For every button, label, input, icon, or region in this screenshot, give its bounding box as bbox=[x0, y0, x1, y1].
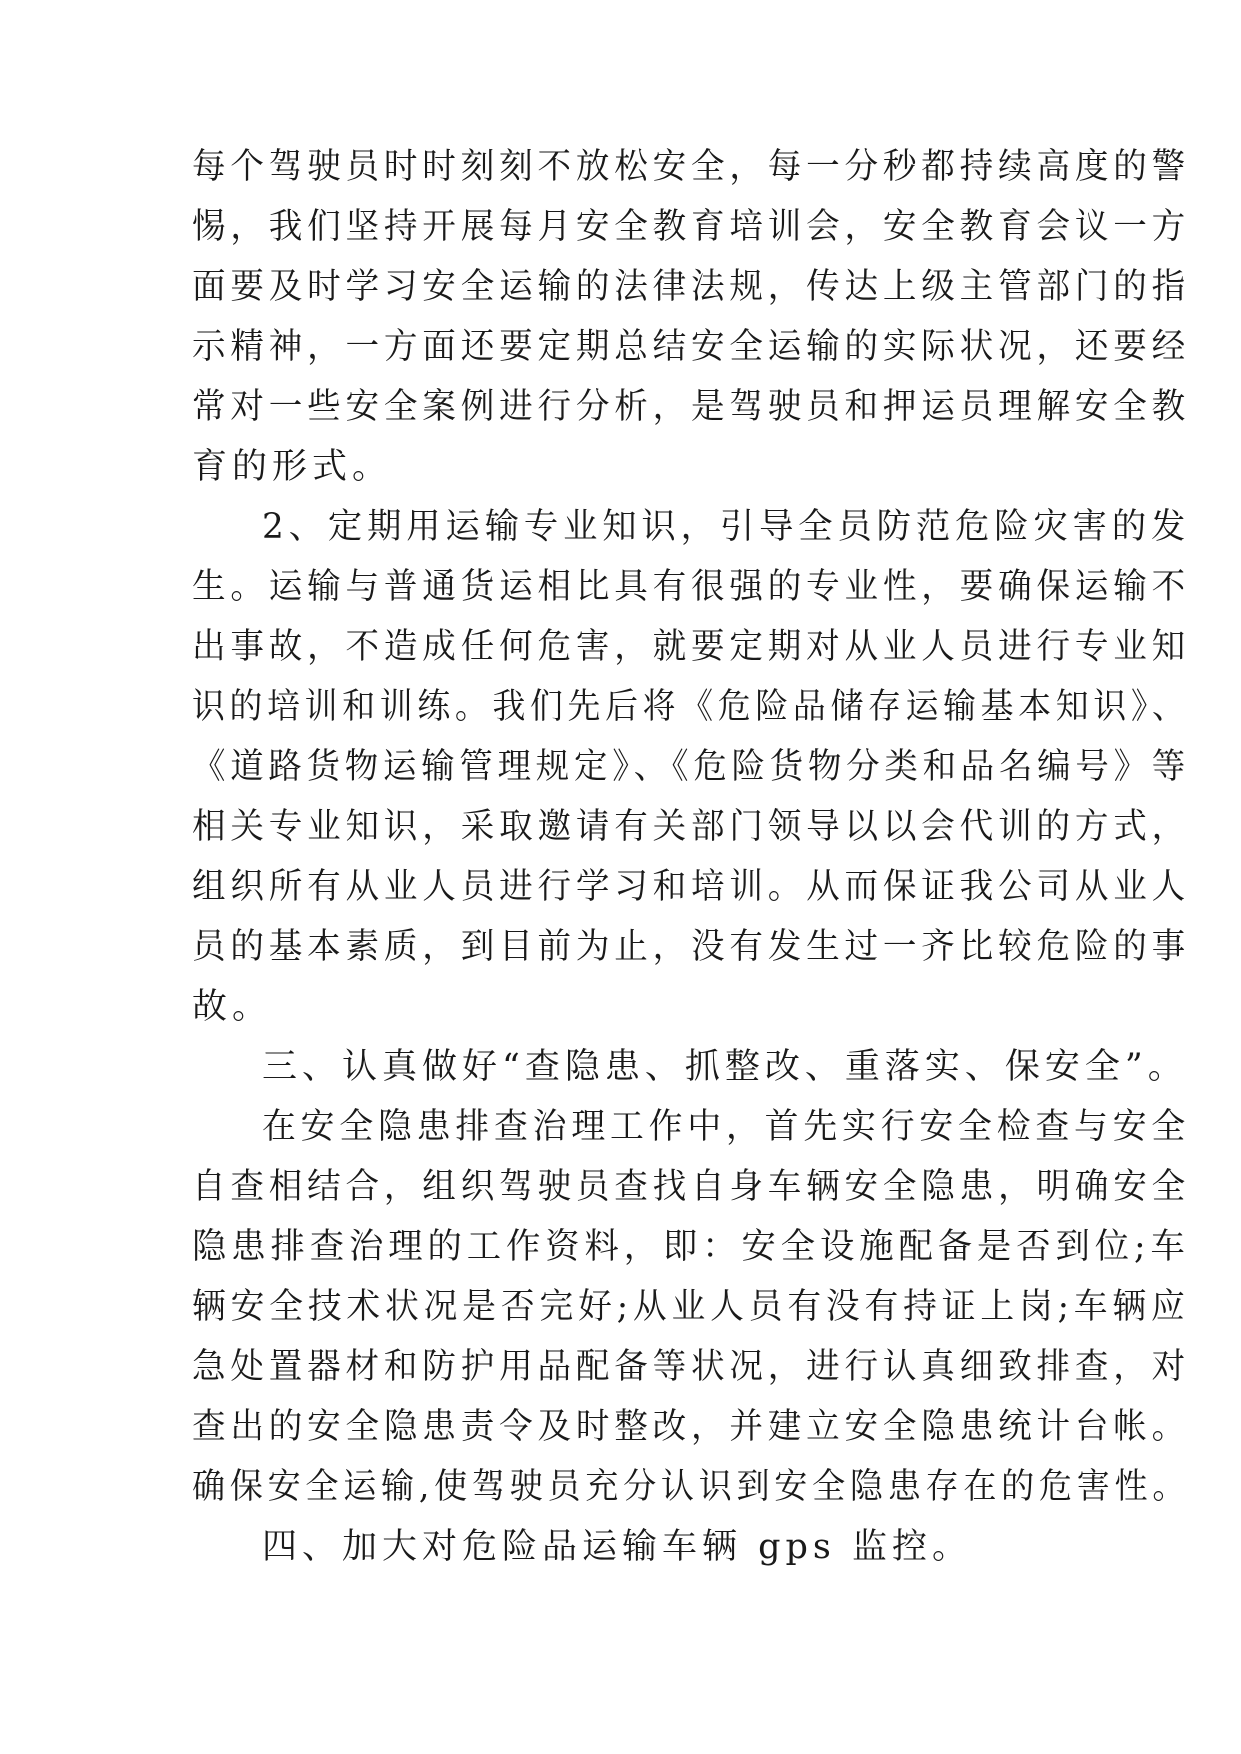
text-line: 查出的安全隐患责令及时整改，并建立安全隐患统计台帐。 bbox=[192, 1407, 1190, 1447]
text-line: 出事故，不造成任何危害，就要定期对从业人员进行专业知 bbox=[192, 627, 1190, 667]
text-line: 自查相结合，组织驾驶员查找自身车辆安全隐患，明确安全 bbox=[192, 1167, 1190, 1207]
text-line: 育的形式。 bbox=[192, 447, 393, 487]
section-heading: 四、加大对危险品运输车辆 gps 监控。 bbox=[262, 1527, 973, 1567]
text-line: 2、定期用运输专业知识，引导全员防范危险灾害的发 bbox=[262, 507, 1191, 547]
text-line: 相关专业知识，采取邀请有关部门领导以以会代训的方式， bbox=[192, 807, 1190, 847]
text-line: 常对一些安全案例进行分析，是驾驶员和押运员理解安全教 bbox=[192, 387, 1190, 427]
text-line: 在安全隐患排查治理工作中，首先实行安全检查与安全 bbox=[262, 1107, 1191, 1147]
text-line: 《道路货物运输管理规定》、《危险货物分类和品名编号》等 bbox=[192, 747, 1190, 787]
section-heading: 三、认真做好“查隐患、抓整改、重落实、保安全”。 bbox=[262, 1047, 1188, 1087]
text-line: 示精神，一方面还要定期总结安全运输的实际状况，还要经 bbox=[192, 327, 1190, 367]
text-line: 急处置器材和防护用品配备等状况，进行认真细致排查，对 bbox=[192, 1347, 1190, 1387]
text-line: 故。 bbox=[192, 987, 273, 1027]
text-line: 每个驾驶员时时刻刻不放松安全，每一分秒都持续高度的警 bbox=[192, 147, 1190, 187]
text-line: 员的基本素质，到目前为止，没有发生过一齐比较危险的事 bbox=[192, 927, 1190, 967]
text-line: 组织所有从业人员进行学习和培训。从而保证我公司从业人 bbox=[192, 867, 1190, 907]
text-line: 辆安全技术状况是否完好;从业人员有没有持证上岗;车辆应 bbox=[192, 1287, 1190, 1327]
text-line: 面要及时学习安全运输的法律法规，传达上级主管部门的指 bbox=[192, 267, 1190, 307]
text-line: 惕，我们坚持开展每月安全教育培训会，安全教育会议一方 bbox=[192, 207, 1190, 247]
text-line: 确保安全运输,使驾驶员充分认识到安全隐患存在的危害性。 bbox=[192, 1467, 1191, 1507]
text-line: 生。运输与普通货运相比具有很强的专业性，要确保运输不 bbox=[192, 567, 1190, 607]
text-line: 识的培训和训练。我们先后将《危险品储存运输基本知识》、 bbox=[192, 687, 1190, 727]
text-line: 隐患排查治理的工作资料，即：安全设施配备是否到位;车 bbox=[192, 1227, 1190, 1267]
